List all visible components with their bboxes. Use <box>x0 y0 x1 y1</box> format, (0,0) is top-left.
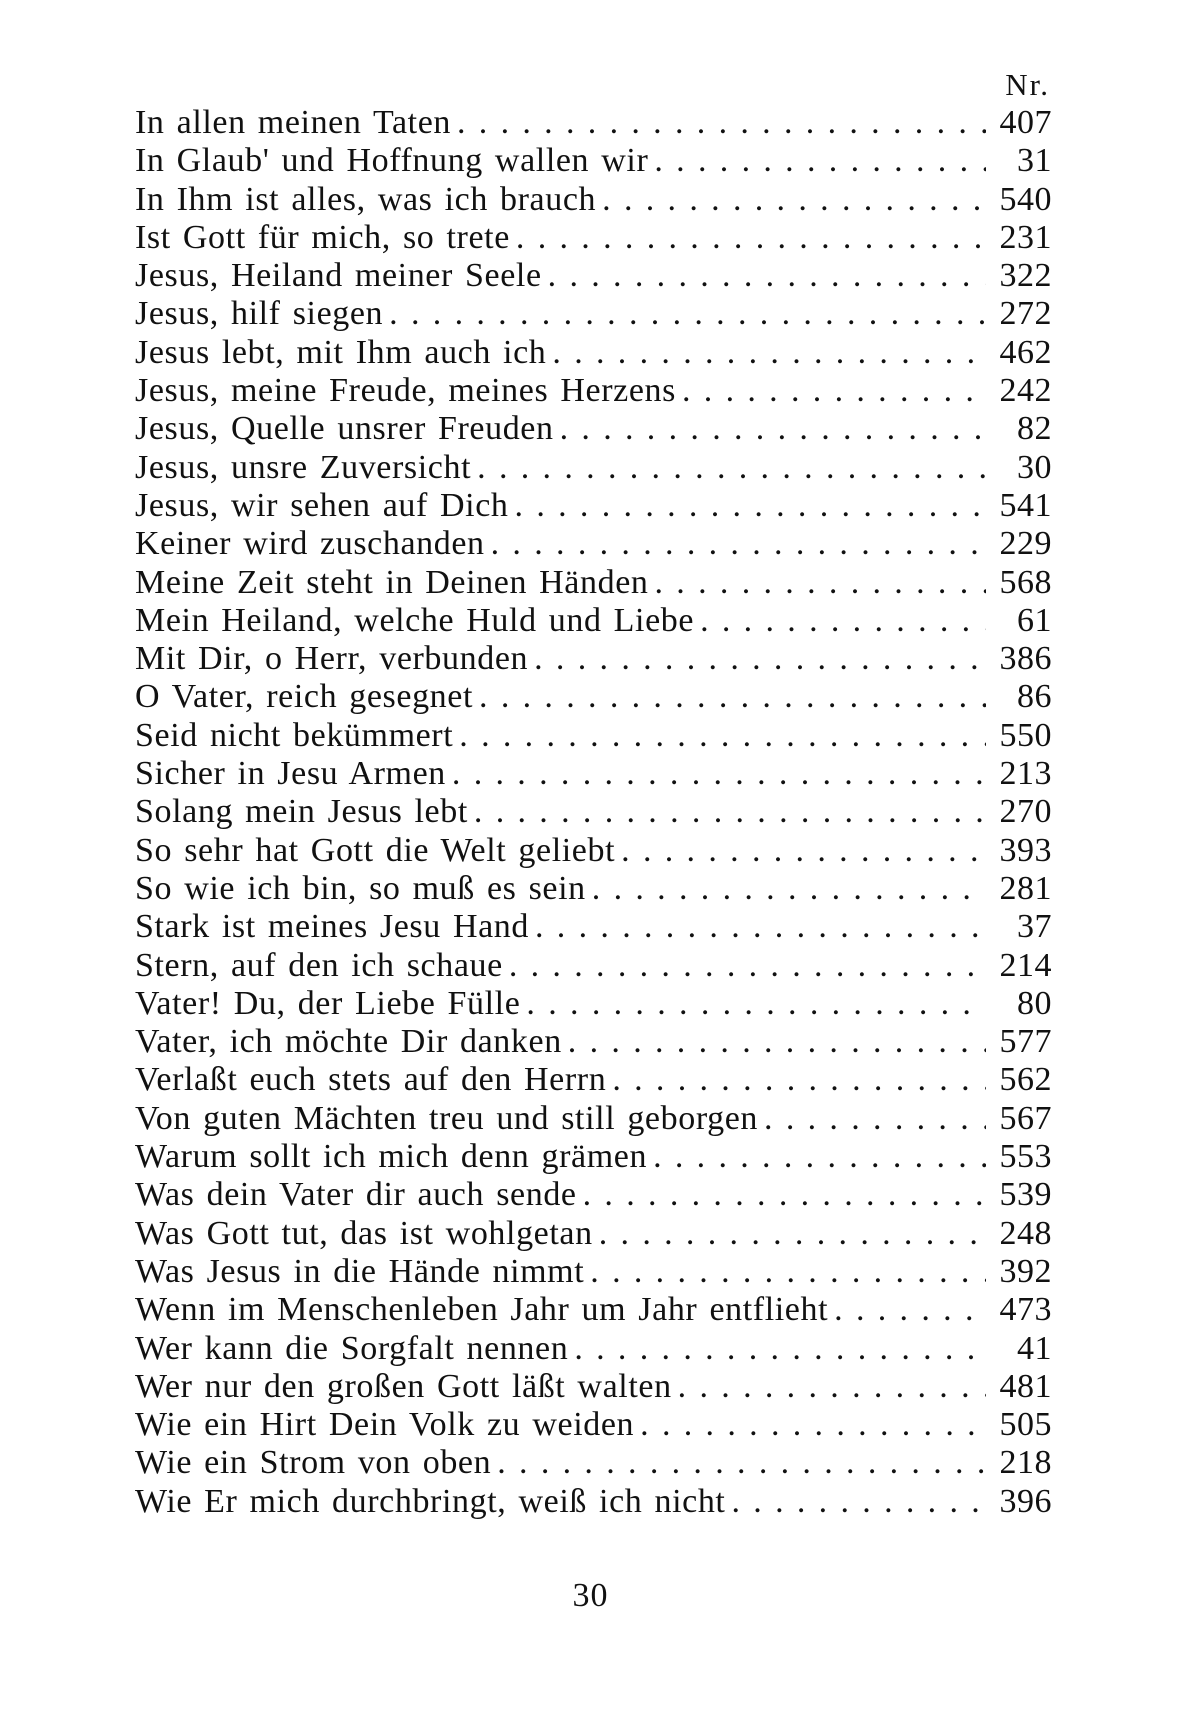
index-entry <box>135 1406 1052 1444</box>
page-number: 30 <box>572 1577 609 1614</box>
index-entry <box>135 1291 1052 1329</box>
entry-title: Ist Gott für mich, so trete <box>135 218 510 256</box>
index-entry <box>135 564 1052 602</box>
entry-number: 541 <box>999 486 1052 524</box>
entry-title: Jesus, Quelle unsrer Freuden <box>135 410 554 448</box>
entry-title: Mein Heiland, welche Huld und Liebe <box>135 601 695 639</box>
dot-leader <box>640 1406 986 1444</box>
index-entry <box>135 104 1052 142</box>
dot-leader <box>599 1215 986 1253</box>
entry-number: 577 <box>999 1023 1052 1061</box>
index-entry <box>135 870 1052 908</box>
entry-title: Verlaßt euch stets auf den Herrn <box>135 1061 607 1099</box>
entry-title: Seid nicht bekümmert <box>135 716 454 754</box>
entry-number: 481 <box>999 1367 1052 1405</box>
entry-number: 550 <box>999 716 1052 754</box>
index-entry <box>135 181 1052 219</box>
dot-leader <box>534 640 986 678</box>
entry-number: 229 <box>999 525 1052 563</box>
entry-number: 462 <box>999 333 1052 371</box>
entry-number: 392 <box>999 1252 1052 1290</box>
entry-title: Vater, ich möchte Dir danken <box>135 1023 562 1061</box>
dot-leader <box>477 449 986 487</box>
index-entry <box>135 755 1052 793</box>
entry-number: 553 <box>999 1138 1052 1176</box>
entry-number: 37 <box>1017 908 1052 946</box>
index-entry <box>135 1483 1052 1521</box>
entry-title: Meine Zeit steht in Deinen Händen <box>135 563 649 601</box>
entry-number: 80 <box>1017 984 1052 1022</box>
index-entry <box>135 257 1052 295</box>
dot-leader <box>653 1138 986 1176</box>
entry-number: 214 <box>999 946 1052 984</box>
dot-leader <box>621 832 986 870</box>
index-entry <box>135 1215 1052 1253</box>
index-entry <box>135 1444 1052 1482</box>
dot-leader <box>457 104 986 142</box>
entry-number: 562 <box>999 1061 1052 1099</box>
entry-number: 505 <box>999 1406 1052 1444</box>
index-entry <box>135 1061 1052 1099</box>
index-entry <box>135 449 1052 487</box>
dot-leader <box>459 717 986 755</box>
entry-number: 218 <box>999 1444 1052 1482</box>
index-entry <box>135 525 1052 563</box>
entry-number: 396 <box>999 1482 1052 1520</box>
entry-title: Mit Dir, o Herr, verbunden <box>135 640 529 678</box>
dot-leader <box>583 1176 986 1214</box>
entry-number: 41 <box>1017 1329 1052 1367</box>
entry-title: Jesus lebt, mit Ihm auch ich <box>135 333 547 371</box>
dot-leader <box>655 564 987 602</box>
dot-leader <box>479 678 986 716</box>
dot-leader <box>526 985 986 1023</box>
index-entry <box>135 372 1052 410</box>
entry-title: Jesus, wir sehen auf Dich <box>135 486 509 524</box>
entry-number: 213 <box>999 755 1052 793</box>
entry-number: 82 <box>1017 410 1052 448</box>
dot-leader <box>552 334 986 372</box>
index-entry <box>135 640 1052 678</box>
dot-leader <box>497 1444 986 1482</box>
entry-number: 248 <box>999 1214 1052 1252</box>
dot-leader <box>834 1291 986 1329</box>
dot-leader <box>568 1023 986 1061</box>
index-entry <box>135 793 1052 831</box>
dot-leader <box>560 410 986 448</box>
dot-leader <box>515 487 986 525</box>
entry-title: Sicher in Jesu Armen <box>135 755 446 793</box>
dot-leader <box>592 870 986 908</box>
entry-number: 386 <box>999 640 1052 678</box>
dot-leader <box>602 181 986 219</box>
entry-title: Von guten Mächten treu und still geborgen <box>135 1099 759 1137</box>
index-entry <box>135 1023 1052 1061</box>
entry-title: Wie Er mich durchbringt, weiß ich nicht <box>135 1482 726 1520</box>
entry-number: 539 <box>999 1176 1052 1214</box>
dot-leader <box>452 755 986 793</box>
entry-title: O Vater, reich gesegnet <box>135 678 474 716</box>
dot-leader <box>764 1100 986 1138</box>
dot-leader <box>574 1330 986 1368</box>
entry-title: In allen meinen Taten <box>135 104 451 141</box>
entry-number: 86 <box>1017 678 1052 716</box>
entry-number: 567 <box>999 1099 1052 1137</box>
entry-number: 30 <box>1017 448 1052 486</box>
entry-number: 540 <box>999 180 1052 218</box>
entry-title: Jesus, hilf siegen <box>135 295 384 333</box>
entry-title: So wie ich bin, so muß es sein <box>135 869 586 907</box>
index-entry <box>135 832 1052 870</box>
dot-leader <box>535 908 986 946</box>
index-entry <box>135 142 1052 180</box>
index-entry <box>135 1253 1052 1291</box>
index-entry <box>135 678 1052 716</box>
dot-leader <box>389 295 986 333</box>
hymn-index <box>135 66 1052 1521</box>
dot-leader <box>700 602 986 640</box>
dot-leader <box>654 142 986 180</box>
entry-title: Wie ein Hirt Dein Volk zu weiden <box>135 1406 635 1444</box>
entry-title: In Ihm ist alles, was ich brauch <box>135 180 597 218</box>
entry-title: Stark ist meines Jesu Hand <box>135 908 529 946</box>
entry-number: 393 <box>999 831 1052 869</box>
entry-number: 31 <box>1017 142 1052 180</box>
index-entry <box>135 947 1052 985</box>
entry-title: Stern, auf den ich schaue <box>135 946 503 984</box>
dot-leader <box>731 1483 986 1521</box>
entry-title: Solang mein Jesus lebt <box>135 793 468 831</box>
index-entry <box>135 410 1052 448</box>
dot-leader <box>474 793 986 831</box>
dot-leader <box>682 372 986 410</box>
entry-title: Was Jesus in die Hände nimmt <box>135 1252 585 1290</box>
index-entry <box>135 1176 1052 1214</box>
index-entry <box>135 985 1052 1023</box>
entry-title: Keiner wird zuschanden <box>135 525 485 563</box>
dot-leader <box>491 525 986 563</box>
number-column-header: Nr. <box>1005 67 1050 102</box>
entry-title: Jesus, meine Freude, meines Herzens <box>135 372 676 410</box>
index-entry <box>135 295 1052 333</box>
dot-leader <box>678 1368 986 1406</box>
dot-leader <box>509 947 986 985</box>
entry-title: So sehr hat Gott die Welt geliebt <box>135 831 616 869</box>
entry-number: 231 <box>999 218 1052 256</box>
entry-number: 270 <box>999 793 1052 831</box>
index-entry <box>135 1368 1052 1406</box>
index-entry <box>135 219 1052 257</box>
dot-leader <box>612 1061 986 1099</box>
entry-number: 322 <box>999 257 1052 295</box>
index-entry <box>135 1138 1052 1176</box>
entry-number: 272 <box>999 295 1052 333</box>
entry-title: Jesus, Heiland meiner Seele <box>135 257 542 295</box>
entry-number: 61 <box>1017 601 1052 639</box>
entry-number: 473 <box>999 1291 1052 1329</box>
entry-title: Wie ein Strom von oben <box>135 1444 492 1482</box>
dot-leader <box>548 257 986 295</box>
index-entries-list <box>135 104 1052 1521</box>
entry-title: Was Gott tut, das ist wohlgetan <box>135 1214 593 1252</box>
index-entry <box>135 1100 1052 1138</box>
entry-title: Warum sollt ich mich denn grämen <box>135 1138 648 1176</box>
dot-leader <box>590 1253 986 1291</box>
entry-title: Wer nur den großen Gott läßt walten <box>135 1367 672 1405</box>
index-entry <box>135 602 1052 640</box>
entry-number: 281 <box>999 869 1052 907</box>
entry-title: Vater! Du, der Liebe Fülle <box>135 984 521 1022</box>
index-entry <box>135 1330 1052 1368</box>
entry-number: 568 <box>999 563 1052 601</box>
index-entry <box>135 717 1052 755</box>
entry-title: Jesus, unsre Zuversicht <box>135 448 472 486</box>
entry-title: Wenn im Menschenleben Jahr um Jahr entflieht <box>135 1291 829 1329</box>
entry-title: In Glaub' und Hoffnung wallen wir <box>135 142 649 180</box>
index-entry <box>135 487 1052 525</box>
entry-title: Was dein Vater dir auch sende <box>135 1176 577 1214</box>
entry-title: Wer kann die Sorgfalt nennen <box>135 1329 569 1367</box>
index-entry <box>135 334 1052 372</box>
index-entry <box>135 908 1052 946</box>
dot-leader <box>516 219 986 257</box>
entry-number: 242 <box>999 372 1052 410</box>
entry-number: 407 <box>999 104 1052 141</box>
